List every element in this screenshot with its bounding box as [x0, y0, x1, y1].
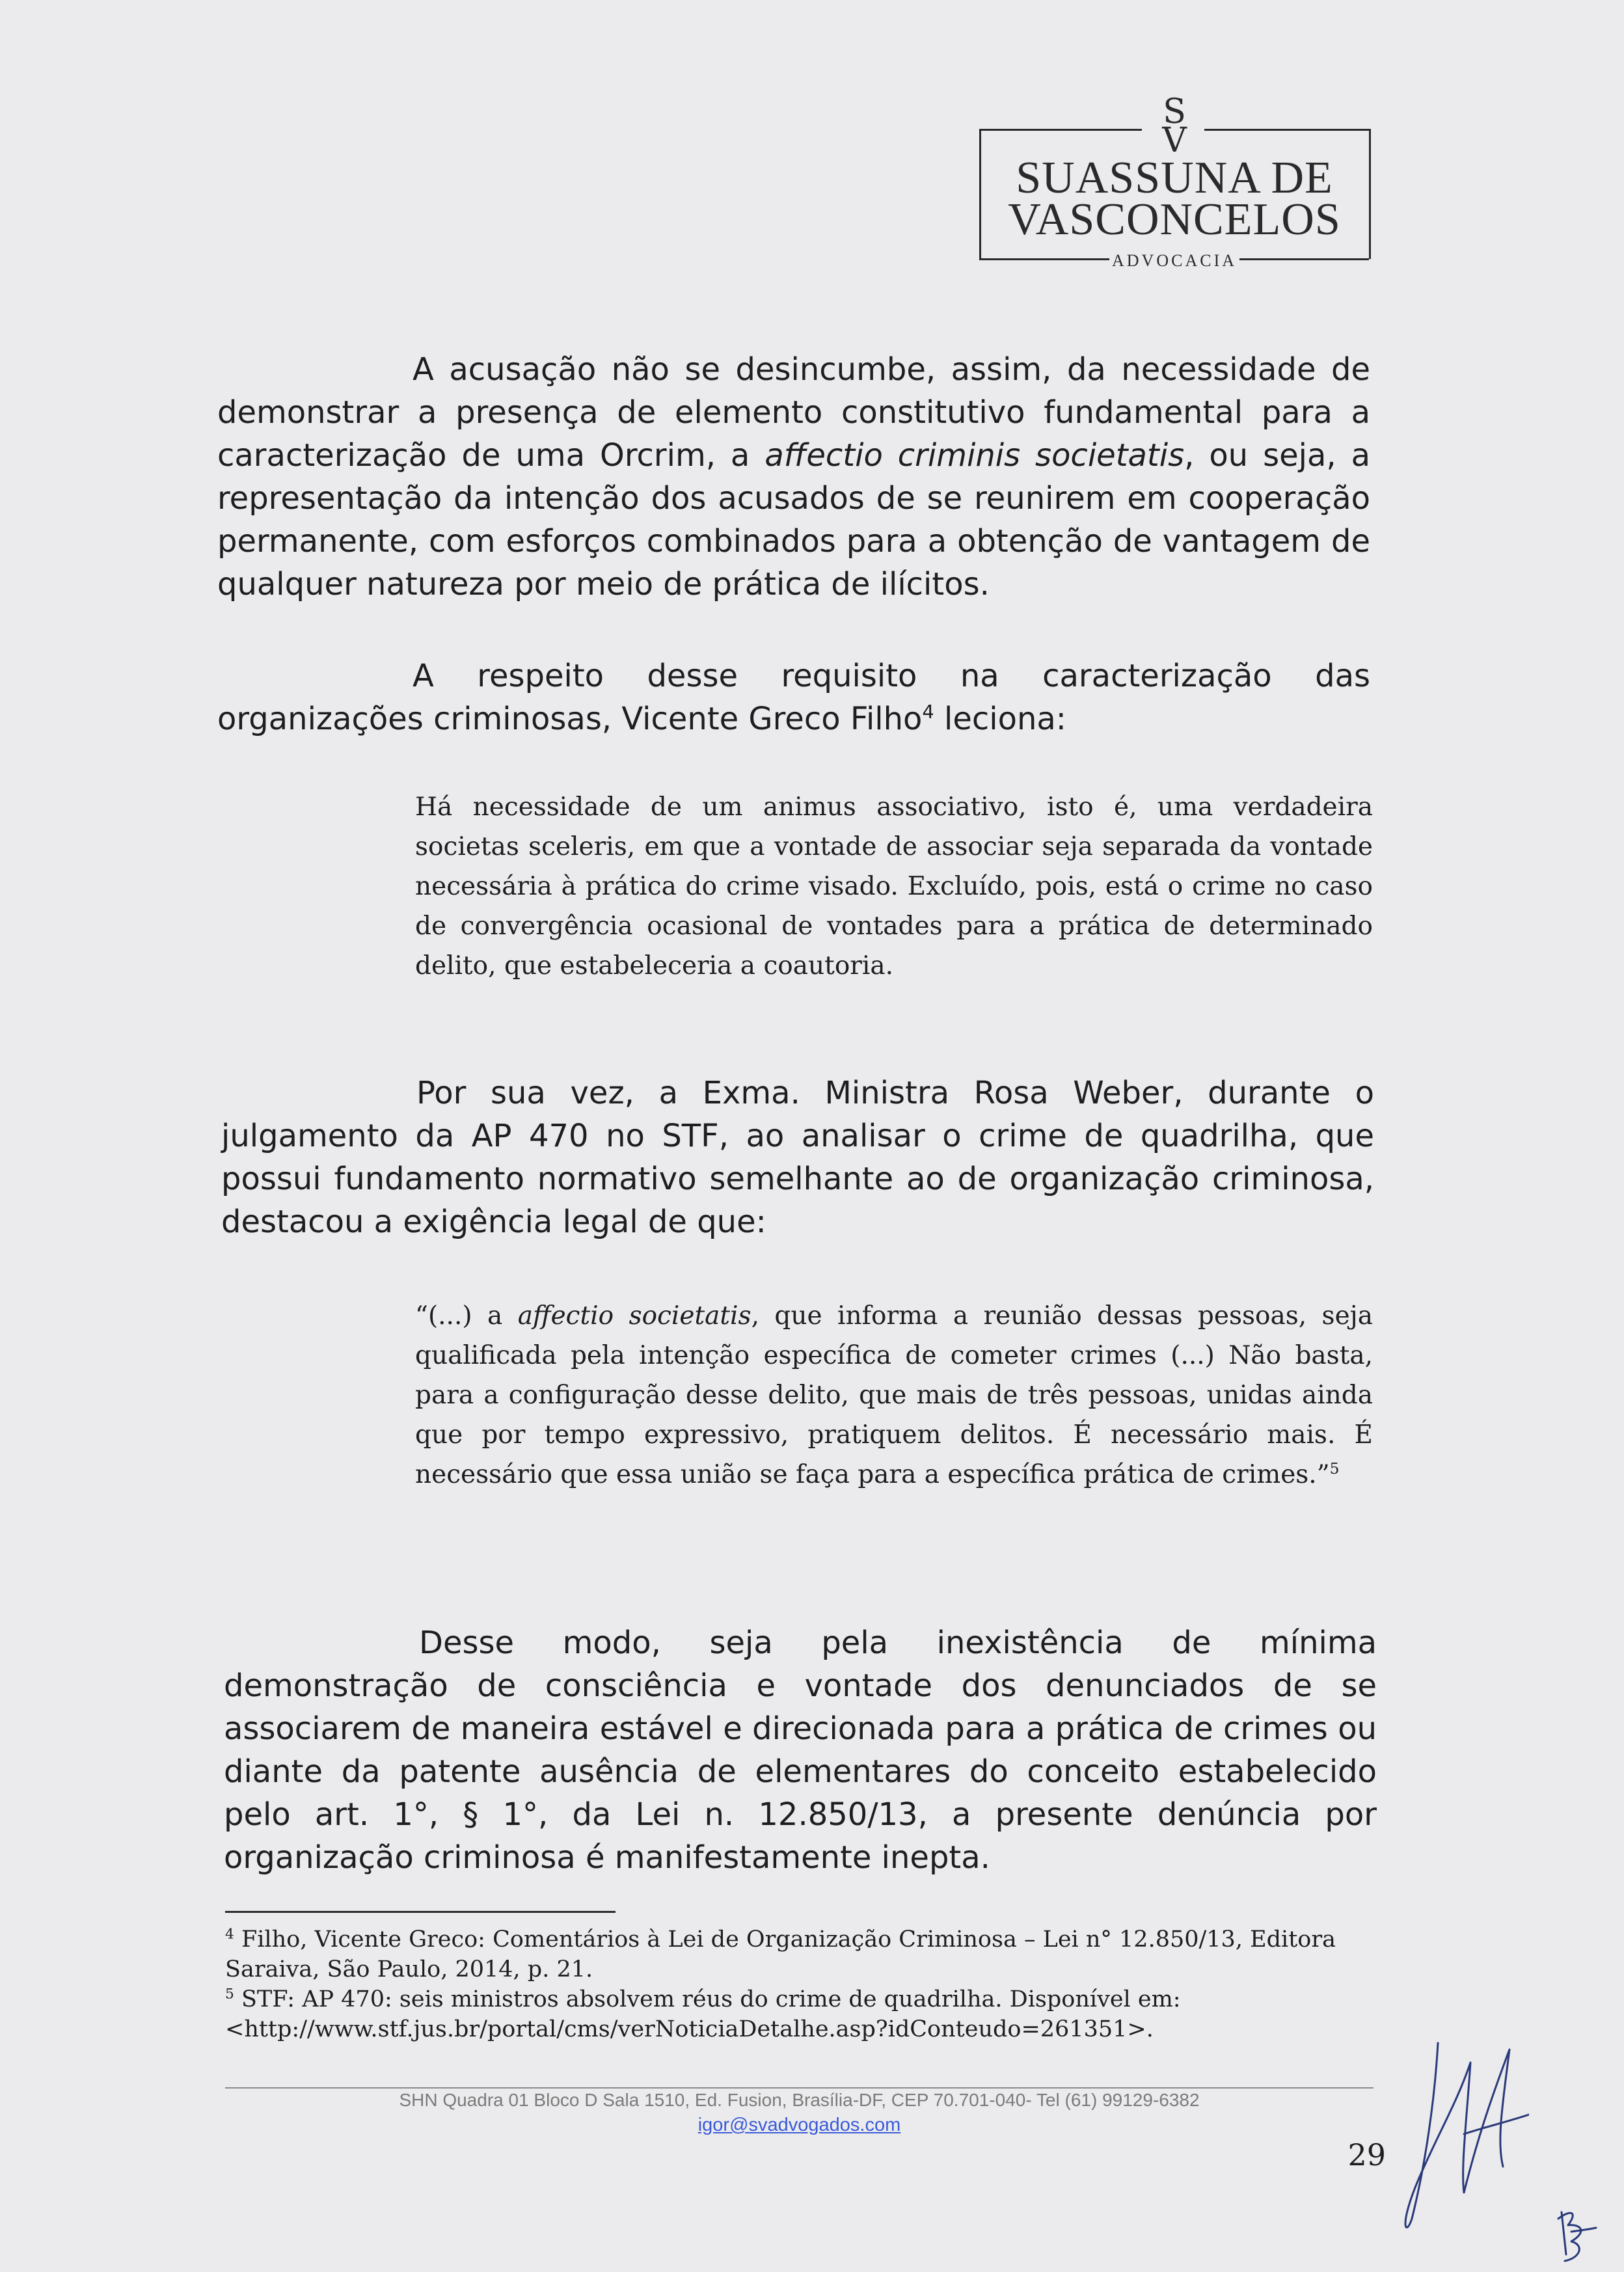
- footnote-ref-5: 5: [1329, 1459, 1340, 1478]
- footer-address: SHN Quadra 01 Bloco D Sala 1510, Ed. Fusion, Brasília-DF, CEP 70.701-040- Tel (61) 99129-6382: [399, 2090, 1200, 2110]
- footnote-4: $^4$ Filho, Vicente Greco: Comentários à Lei de Organização Criminosa – Lei n° 12.850/13, Editora Saraiva, São Paulo, 2014, p. 21.: [225, 1926, 1336, 1982]
- logo-subtitle: ADVOCACIA: [1112, 251, 1237, 270]
- block-quote-1: Há necessidade de um animus associativo, isto é, uma verdadeira societas sceleris, em que a vontade de associar seja separada da vontade necessária à prática do crime visado. Excluído, pois, está o crime no caso de convergência ocasional de vontades para a prática de determinado delito, que estabeleceria a coautoria.: [415, 792, 1373, 980]
- logo-firm-name: SUASSUNA DE VASCONCELOS: [1008, 153, 1341, 245]
- handwritten-signature-icon: [1399, 2023, 1529, 2238]
- footnote-5: $^5$ STF: AP 470: seis ministros absolvem réus do crime de quadrilha. Disponível em: <http://www.stf.jus.br/portal/cms/verNoticiaDetalhe.asp?idConteudo=261351>.: [225, 1986, 1181, 2042]
- footer-email-link[interactable]: igor@svadvogados.com: [697, 2115, 901, 2135]
- page-number: 29: [1347, 2137, 1386, 2172]
- footnote-ref-4: 4: [922, 701, 934, 723]
- paragraph-3: Por sua vez, a Exma. Ministra Rosa Weber, durante o julgamento da AP 470 no STF, ao analisar o crime de quadrilha, que possui fundamento normativo semelhante ao de organização criminosa, destacou a exigência legal de que:: [221, 1075, 1374, 1240]
- handwritten-initials-icon: [1552, 2206, 1597, 2264]
- letterhead-logo: [979, 92, 1370, 272]
- footer-separator: [225, 2087, 1374, 2089]
- block-quote-2: “(...) a affectio societatis, que informa a reunião dessas pessoas, seja qualificada pela intenção específica de cometer crimes (...) Não basta, para a configuração desse delito, que mais de três pessoas, unidas ainda que por tempo expressivo, pratiquem delitos. É necessário mais. É necessário que essa união se faça para a específica prática de crimes.”$^5$: [415, 1301, 1373, 1489]
- paragraph-4: Desse modo, seja pela inexistência de mínima demonstração de consciência e vontade dos denunciados de se associarem de maneira estável e direcionada para a prática de crimes ou diante da patente ausência de elementares do conceito estabelecido pelo art. 1°, § 1°, da Lei n. 12.850/13, a presente denúncia por organização criminosa é manifestamente inepta.: [224, 1625, 1377, 1876]
- footnote-separator: [225, 1911, 616, 1913]
- paragraph-2: A respeito desse requisito na caracterização das organizações criminosas, Vicente Greco Filho$^4$ leciona:: [217, 658, 1370, 737]
- paragraph-1: A acusação não se desincumbe, assim, da necessidade de demonstrar a presença de elemento constitutivo fundamental para a caracterização de uma Orcrim, a affectio criminis societatis, ou seja, a representação da intenção dos acusados de se reunirem em cooperação permanente, com esforços combinados para a obtenção de vantagem de qualquer natureza por meio de prática de ilícitos.: [217, 351, 1370, 602]
- logo-monogram: S V: [1162, 92, 1187, 160]
